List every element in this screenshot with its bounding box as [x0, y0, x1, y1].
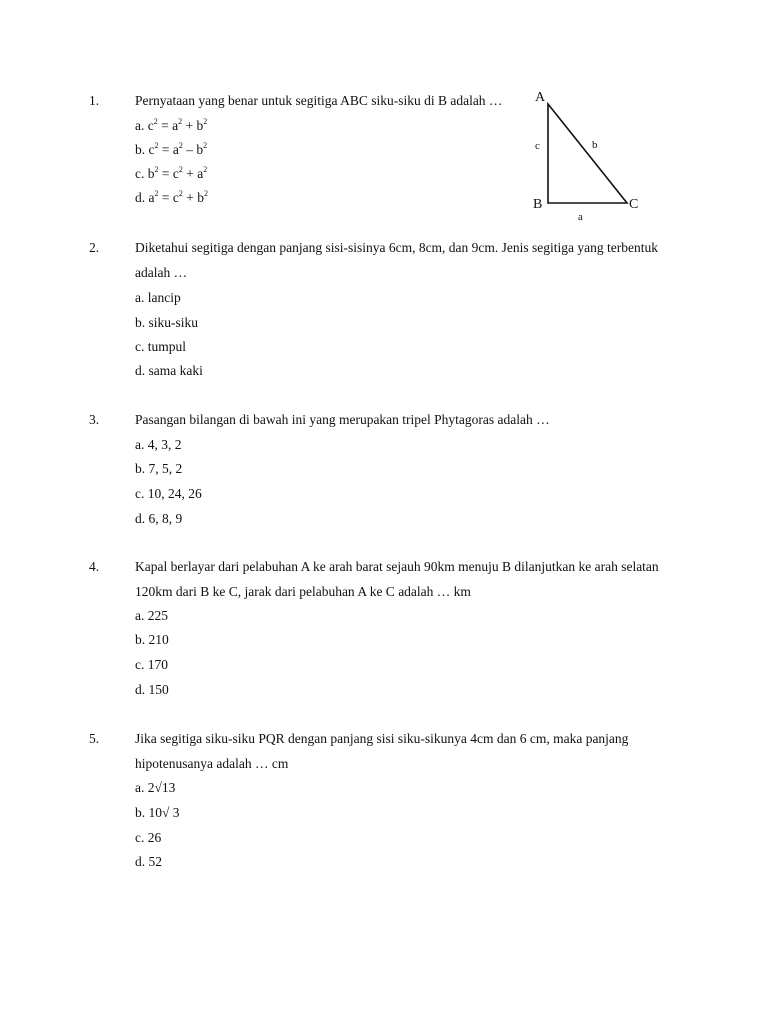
option-c: c. 26 [135, 830, 162, 845]
question-number: 3. [89, 412, 100, 427]
option-d: d. 150 [135, 682, 169, 697]
side-c-label: c [535, 140, 540, 152]
question-number: 1. [89, 93, 100, 108]
option-b: b. 210 [135, 632, 169, 647]
question-text: Pernyataan yang benar untuk segitiga ABC siku-siku di B adalah … [135, 93, 503, 108]
option-a: a. $c^2 = a^2 + b^2$ [135, 116, 208, 133]
question-number: 4. [89, 559, 100, 574]
option-b: b. siku-siku [135, 315, 199, 330]
option-d: d. 52 [135, 854, 162, 869]
option-c: c. 170 [135, 657, 168, 672]
option-a: a. lancip [135, 290, 181, 305]
option-b: b. 10√ 3 [135, 805, 180, 820]
question-number: 2. [89, 240, 100, 255]
question-text-continued: hipotenusanya adalah … cm [135, 756, 289, 771]
question-text-continued: adalah … [135, 265, 188, 280]
vertex-b-label: B [533, 197, 543, 212]
option-b: b. $c^2 = a^2 - b^2$ [135, 140, 208, 157]
triangle-abc [548, 104, 627, 203]
option-c: c. 10, 24, 26 [135, 486, 202, 501]
option-a: a. 2√13 [135, 780, 176, 795]
question-text: Jika segitiga siku-siku PQR dengan panjang sisi siku-sikunya 4cm dan 6 cm, maka panjang [135, 731, 629, 746]
option-d: d. $a^2 = c^2 + b^2$ [135, 188, 208, 205]
vertex-c-label: C [629, 197, 639, 212]
option-d: d. sama kaki [135, 363, 203, 378]
question-text: Pasangan bilangan di bawah ini yang merupakan tripel Phytagoras adalah … [135, 412, 550, 427]
question-number: 5. [89, 731, 100, 746]
option-b: b. 7, 5, 2 [135, 461, 183, 476]
option-d: d. 6, 8, 9 [135, 511, 183, 526]
option-c: c. $b^2 = c^2 + a^2$ [135, 164, 208, 181]
side-a-label: a [578, 211, 583, 223]
vertex-a-label: A [535, 90, 546, 105]
option-a: a. 4, 3, 2 [135, 437, 182, 452]
question-text: Diketahui segitiga dengan panjang sisi-sisinya 6cm, 8cm, dan 9cm. Jenis segitiga yang terbentuk [135, 240, 659, 255]
side-b-label: b [592, 139, 598, 151]
option-c: c. tumpul [135, 339, 186, 354]
question-text: Kapal berlayar dari pelabuhan A ke arah barat sejauh 90km menuju B dilanjutkan ke arah selatan [135, 559, 659, 574]
triangle-diagram [525, 86, 650, 226]
question-text-continued: 120km dari B ke C, jarak dari pelabuhan A ke C adalah … km [135, 584, 471, 599]
option-a: a. 225 [135, 608, 168, 623]
